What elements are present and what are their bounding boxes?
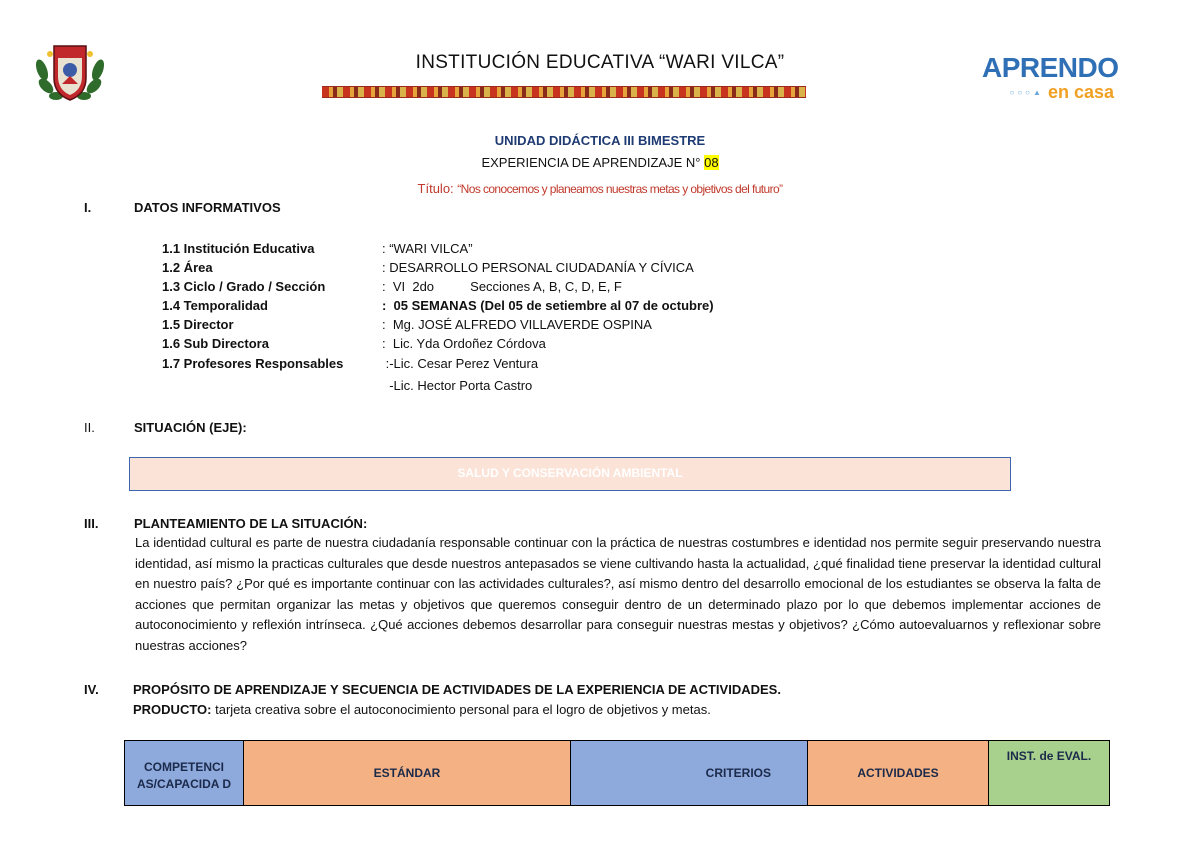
section-2-number: II. (84, 420, 95, 435)
section-1-title: DATOS INFORMATIVOS (134, 200, 281, 215)
info-row-ciclo (0, 279, 1200, 298)
logo-dots-icon: ○○○▲ (1009, 87, 1044, 97)
table-header-row (125, 741, 1110, 806)
info-value: : Mg. JOSÉ ALFREDO VILLAVERDE OSPINA (382, 317, 652, 332)
info-row-area (0, 260, 1200, 279)
experience-label: EXPERIENCIA DE APRENDIZAJE N° (481, 155, 705, 170)
info-row-director (0, 317, 1200, 336)
section-1-number: I. (84, 200, 92, 215)
header-actividades: ACTIVIDADES (808, 741, 989, 806)
info-value: : 05 SEMANAS (Del 05 de setiembre al 07 de octubre) (382, 298, 714, 313)
situation-paragraph: La identidad cultural es parte de nuestra ciudadanía responsable continuar con la práctica de nuestras costumbres e identidad nos permite seguir preservando nuestra identidad, así mismo la practicas culturales que desde nuestros antepasados se viene cultivando hasta la actualidad, ¿qué finalidad tiene preservar la identidad cultural en nuestro país? ¿Por qué es importante continuar con las actividades culturales?, así mismo dentro del desarrollo emocional de los estudiantes se observa la falta de acciones que permitan organizar las metas y objetivos que queremos conseguir dentro de un determinado plazo por lo que debemos implementar acciones de autoconocimiento y reflexión intrínseca. ¿Qué acciones debemos desarrollar para conseguir nuestras mestas y objetivos? ¿Cómo autoevaluarnos y reflexionar sobre nuestras acciones? (135, 535, 1101, 653)
titulo-text: “Nos conocemos y planeamos nuestras metas y objetivos del futuro” (457, 182, 783, 196)
section-4-number: IV. (84, 682, 99, 697)
info-value: : Lic. Yda Ordoñez Córdova (382, 336, 546, 351)
info-row-subdirectora (0, 336, 1200, 355)
producto-label: PRODUCTO: (133, 702, 212, 717)
unit-title: UNIDAD DIDÁCTICA III BIMESTRE (494, 133, 706, 148)
producto-line (133, 702, 711, 717)
aprendo-en-casa-logo (982, 52, 1119, 104)
info-label: 1.2 Área (162, 260, 213, 275)
section-3-title: PLANTEAMIENTO DE LA SITUACIÓN: (134, 516, 368, 531)
info-label: 1.1 Institución Educativa (162, 241, 315, 256)
experience-title-line (0, 181, 1200, 196)
info-row-profesores (0, 356, 1200, 375)
eje-text: SALUD Y CONSERVACIÓN AMBIENTAL (457, 466, 683, 480)
header-instrumento: INST. de EVAL. (989, 741, 1110, 806)
section-4-title: PROPÓSITO DE APRENDIZAJE Y SECUENCIA DE ACTIVIDADES DE LA EXPERIENCIA DE ACTIVIDADES. (133, 682, 781, 697)
info-row-profesor-2 (0, 378, 1200, 397)
info-label: 1.6 Sub Directora (162, 336, 269, 351)
experience-number: 08 (704, 155, 719, 170)
info-value: -Lic. Hector Porta Castro (382, 378, 533, 393)
header-criterios: CRITERIOS (571, 741, 808, 806)
header-estandar: ESTÁNDAR (244, 741, 571, 806)
info-value: : VI 2do Secciones A, B, C, D, E, F (382, 279, 622, 294)
info-label: 1.5 Director (162, 317, 234, 332)
info-value: : DESARROLLO PERSONAL CIUDADANÍA Y CÍVICA (382, 260, 694, 275)
section-3-number: III. (84, 516, 99, 531)
experience-line (0, 155, 1200, 170)
decorative-band (322, 86, 806, 98)
info-label: 1.7 Profesores Responsables (162, 356, 344, 371)
info-value: : “WARI VILCA” (382, 241, 473, 256)
info-value: :-Lic. Cesar Perez Ventura (382, 356, 539, 371)
titulo-label: Título: (417, 181, 458, 196)
institution-title: INSTITUCIÓN EDUCATIVA “WARI VILCA” (415, 52, 785, 73)
producto-text: tarjeta creativa sobre el autoconocimiento personal para el logro de objetivos y metas. (211, 702, 711, 717)
section-2-title: SITUACIÓN (EJE): (134, 420, 247, 435)
info-label: 1.3 Ciclo / Grado / Sección (162, 279, 326, 294)
info-label: 1.4 Temporalidad (162, 298, 268, 313)
eje-box (129, 457, 1011, 491)
info-row-temporalidad (0, 298, 1200, 317)
logo-en-casa-text: en casa (1047, 82, 1114, 102)
header-competencias: COMPETENCI AS/CAPACIDA D (125, 741, 244, 806)
logo-aprendo-text: APRENDO (982, 52, 1119, 83)
info-row-institution (0, 241, 1200, 260)
activities-table (124, 740, 1110, 806)
